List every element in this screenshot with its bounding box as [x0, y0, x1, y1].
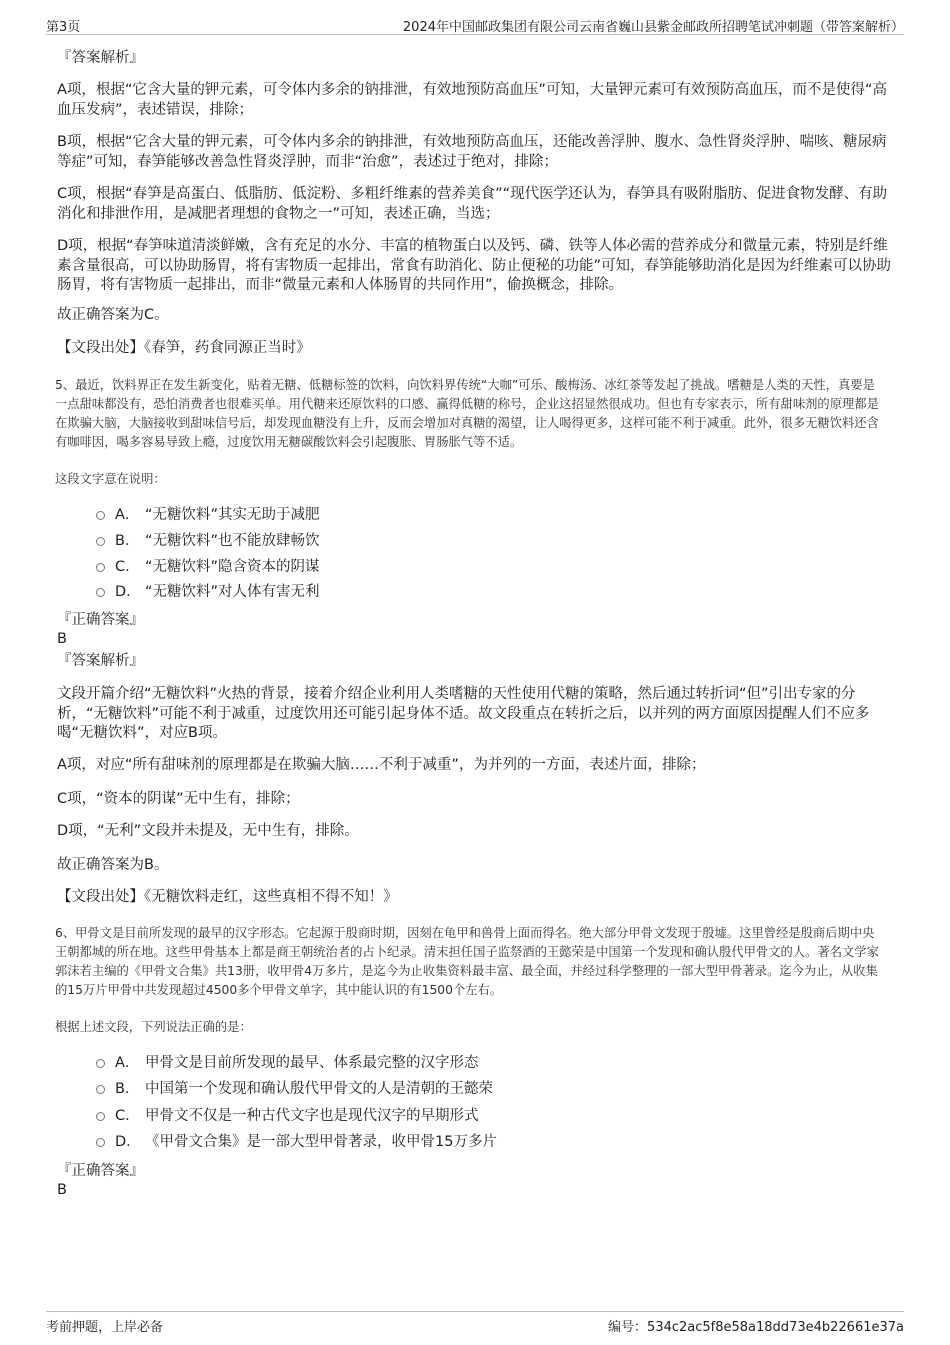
- q5-analysis-d: D项，“无利”文段并未提及，无中生有，排除。: [57, 823, 359, 839]
- q5-option-c[interactable]: [96, 557, 320, 577]
- option-text: 《甲骨文合集》是一部大型甲骨著录，收甲骨15万多片: [145, 1134, 497, 1150]
- q6-answer-header: 『正确答案』: [57, 1163, 144, 1179]
- page-header: [46, 14, 904, 35]
- page-footer: [46, 1311, 904, 1334]
- q4-analysis-c: C项，根据“春笋是高蛋白、低脂肪、低淀粉、多粗纤维素的营养美食”“现代医学还认为，春笋具有吸附脂肪、促进食物发酵、有助消化和排泄作用，是减肥者理想的食物之一”可知，表述正确，当选；: [57, 186, 888, 222]
- option-text: “无糖饮料”隐含资本的阴谋: [145, 559, 320, 575]
- q4-analysis-a: A项，根据“它含大量的钾元素，可令体内多余的钠排泄，有效地预防高血压”可知，大量钾元素可有效预防高血压，而不是使得“高血压发病”，表述错误，排除；: [57, 82, 887, 118]
- q4-source: 【文段出处】《春笋，药食同源正当时》: [57, 340, 311, 356]
- q6-question: 根据上述文段，下列说法正确的是：: [55, 1020, 252, 1034]
- page-number: 第3页: [46, 20, 81, 35]
- q6-option-d[interactable]: [96, 1132, 497, 1152]
- q4-analysis-b: B项，根据“它含大量的钾元素，可令体内多余的钠排泄，有效地预防高血压，还能改善浮肿、腹水、急性肾炎浮肿、喘咳、糖尿病等症”可知，春笋能够改善急性肾炎浮肿，而非“治愈”，表述过于绝对，排除；: [57, 134, 887, 170]
- q6-option-b[interactable]: [96, 1079, 493, 1099]
- document-title: 2024年中国邮政集团有限公司云南省巍山县紫金邮政所招聘笔试冲刺题（带答案解析）: [402, 20, 904, 35]
- radio-icon[interactable]: [96, 1138, 105, 1147]
- q5-option-a[interactable]: [96, 505, 320, 525]
- option-text: “无糖饮料”其实无助于减肥: [145, 507, 320, 523]
- option-label: B．: [115, 533, 140, 549]
- option-text: “无糖饮料”对人体有害无利: [145, 584, 320, 600]
- option-label: C．: [115, 559, 140, 575]
- q5-option-d[interactable]: [96, 582, 320, 602]
- radio-icon[interactable]: [96, 537, 105, 546]
- q4-analysis-d: D项，根据“春笋味道清淡鲜嫩，含有充足的水分、丰富的植物蛋白以及钙、磷、铁等人体必需的营养成分和微量元素，特别是纤维素含量很高，可以协助肠胃，将有害物质一起排出，常食有助消化、防止便秘的功能”可知，春笋能够助消化是因为纤维素可以协助肠胃，将有害物质一起排出，而非“微量元素和人体肠胃的共同作用”，偷换概念，排除。: [57, 238, 892, 293]
- q6-stem: 6、甲骨文是目前所发现的最早的汉字形态。它起源于殷商时期，因刻在龟甲和兽骨上面而得名。绝大部分甲骨文发现于殷墟。这里曾经是殷商后期中央王朝都城的所在地。这些甲骨基本上都是商王朝统治者的占卜纪录。清末担任国子监祭酒的王懿荣是中国第一个发现和确认殷代甲骨文的人。著名文学家郭沫若主编的《甲骨文合集》共13册，收甲骨4万多片，是迄今为止收集资料最丰富、最全面，并经过科学整理的一部大型甲骨著录。迄今为止，从收集的15万片甲骨中共发现超过4500多个甲骨文单字，其中能认识的有1500个左右。: [55, 926, 879, 997]
- q5-analysis-main: 文段开篇介绍“无糖饮料”火热的背景，接着介绍企业利用人类嗜糖的天性使用代糖的策略，然后通过转折词“但”引出专家的分析，“无糖饮料”可能不利于减重，过度饮用还可能引起身体不适。故文段重点在转折之后，以并列的两方面原因提醒人们不应多喝“无糖饮料”，对应B项。: [57, 686, 870, 741]
- q4-analysis-header: 『答案解析』: [57, 50, 144, 66]
- q5-analysis-c: C项，“资本的阴谋”无中生有，排除；: [57, 791, 300, 807]
- radio-icon[interactable]: [96, 563, 105, 572]
- q5-analysis-a: A项，对应“所有甜味剂的原理都是在欺骗大脑……不利于减重”，为并列的一方面，表述片面，排除；: [57, 757, 706, 773]
- q5-source: 【文段出处】《无糖饮料走红，这些真相不得不知！》: [57, 889, 398, 905]
- option-text: 中国第一个发现和确认殷代甲骨文的人是清朝的王懿荣: [145, 1081, 493, 1097]
- q4-conclusion: 故正确答案为C。: [57, 307, 169, 323]
- option-text: 甲骨文不仅是一种古代文字也是现代汉字的早期形式: [145, 1108, 479, 1124]
- q5-analysis-header: 『答案解析』: [57, 653, 144, 669]
- option-label: B．: [115, 1081, 140, 1097]
- option-label: A．: [115, 1055, 140, 1071]
- footer-slogan: 考前押题，上岸必备: [46, 1320, 164, 1335]
- option-label: C．: [115, 1108, 140, 1124]
- q5-question: 这段文字意在说明：: [55, 472, 166, 486]
- q5-option-b[interactable]: [96, 531, 320, 551]
- radio-icon[interactable]: [96, 1059, 105, 1068]
- q5-conclusion: 故正确答案为B。: [57, 857, 169, 873]
- q6-option-c[interactable]: [96, 1106, 479, 1126]
- option-text: 甲骨文是目前所发现的最早、体系最完整的汉字形态: [145, 1055, 479, 1071]
- radio-icon[interactable]: [96, 1112, 105, 1121]
- q6-answer: B: [57, 1182, 67, 1198]
- q5-answer-header: 『正确答案』: [57, 612, 144, 628]
- option-label: D．: [115, 584, 141, 600]
- radio-icon[interactable]: [96, 511, 105, 520]
- document-code: 编号：534c2ac5f8e58a18dd73e4b22661e37a: [608, 1320, 904, 1335]
- radio-icon[interactable]: [96, 1085, 105, 1094]
- q6-option-a[interactable]: [96, 1053, 479, 1073]
- q5-stem: 5、最近，饮料界正在发生新变化，贴着无糖、低糖标签的饮料，向饮料界传统“大咖”可乐、酸梅汤、冰红茶等发起了挑战。嗜糖是人类的天性，真要是一点甜味都没有，恐怕消费者也很难买单。用代糖来还原饮料的口感、赢得低糖的称号，企业这招显然很成功。但也有专家表示，所有甜味剂的原理都是在欺骗大脑，大脑接收到甜味信号后，却发现血糖没有上升，反而会增加对真糖的渴望，让人喝得更多，这样可能不利于减重。此外，很多无糖饮料还含有咖啡因，喝多容易导致上瘾，过度饮用无糖碳酸饮料会引起腹胀、胃肠胀气等不适。: [55, 378, 879, 449]
- q5-answer: B: [57, 631, 67, 647]
- option-text: “无糖饮料”也不能放肆畅饮: [145, 533, 320, 549]
- option-label: A．: [115, 507, 140, 523]
- option-label: D．: [115, 1134, 141, 1150]
- radio-icon[interactable]: [96, 588, 105, 597]
